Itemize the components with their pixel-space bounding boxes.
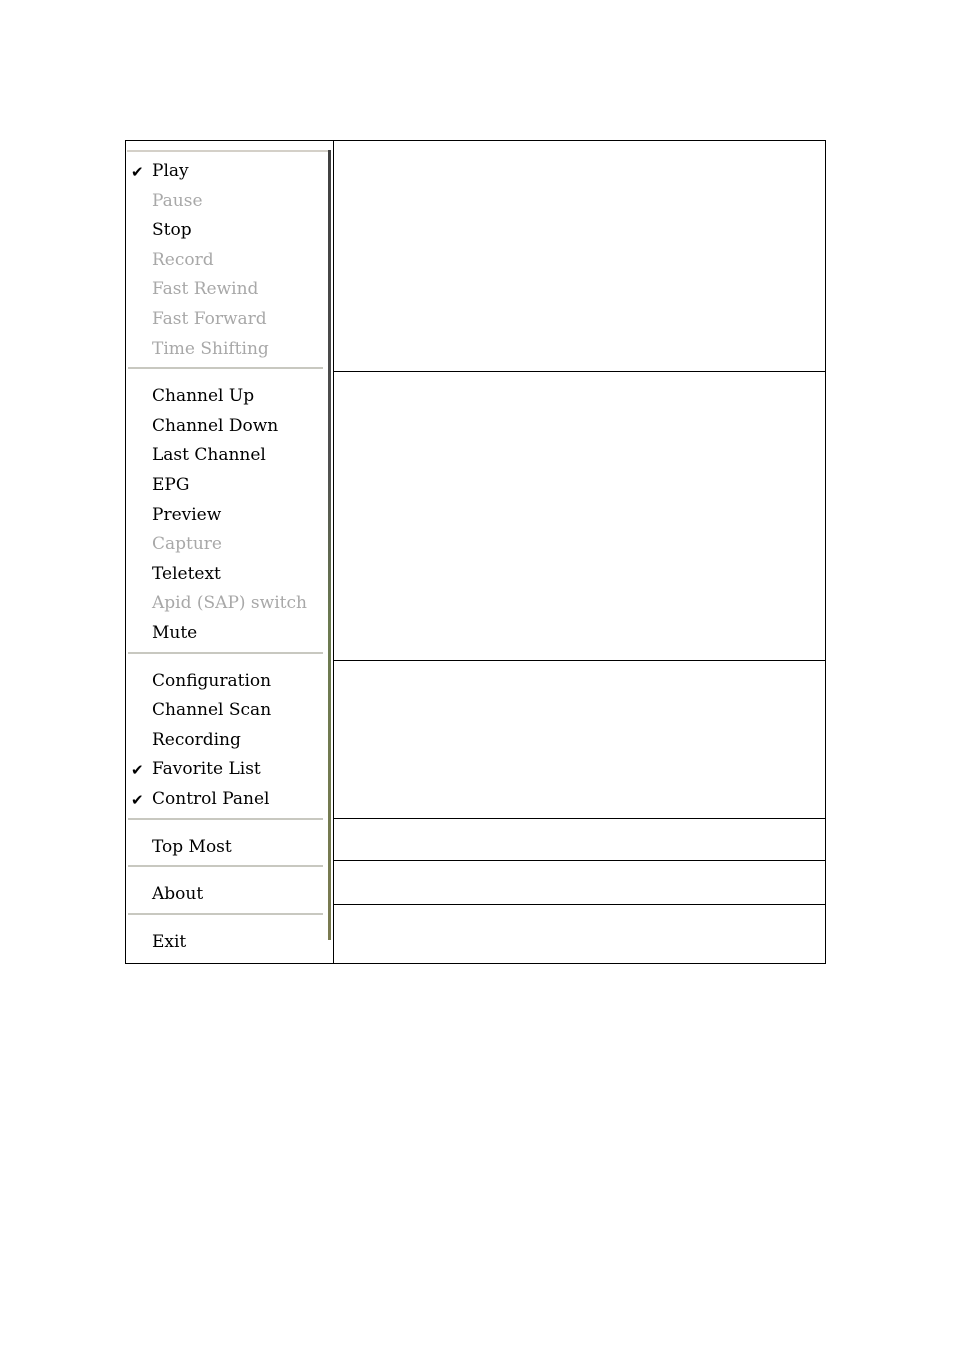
menu-item-label: Fast Rewind bbox=[152, 279, 259, 300]
menu-separator bbox=[128, 818, 323, 821]
context-menu bbox=[127, 150, 330, 952]
table-row-divider bbox=[333, 371, 825, 372]
context-menu-shadow bbox=[328, 150, 331, 940]
table-row-divider bbox=[333, 904, 825, 905]
menu-item-label: Preview bbox=[152, 504, 222, 525]
menu-item-play[interactable] bbox=[127, 157, 323, 185]
table-row-divider bbox=[333, 860, 825, 861]
checkmark-icon: ✔ bbox=[131, 791, 144, 809]
menu-item-label: Apid (SAP) switch bbox=[152, 593, 307, 614]
menu-item-capture[interactable] bbox=[127, 530, 323, 558]
menu-item-label: Favorite List bbox=[152, 759, 261, 780]
menu-item-epg[interactable] bbox=[127, 471, 323, 499]
menu-item-label: Pause bbox=[152, 190, 203, 211]
menu-item-label: Configuration bbox=[152, 670, 272, 691]
table-column-divider bbox=[333, 141, 334, 963]
menu-item-channel-down[interactable] bbox=[127, 412, 323, 440]
menu-item-teletext[interactable] bbox=[127, 560, 323, 588]
menu-item-apid-sap-switch[interactable] bbox=[127, 589, 323, 617]
menu-item-recording[interactable] bbox=[127, 726, 323, 754]
checkmark-icon: ✔ bbox=[131, 761, 144, 780]
menu-item-label: Stop bbox=[152, 220, 192, 241]
menu-item-label: Control Panel bbox=[152, 789, 270, 809]
menu-item-label: Mute bbox=[152, 623, 198, 643]
menu-item-label: Teletext bbox=[152, 563, 221, 584]
menu-item-exit[interactable] bbox=[127, 928, 323, 956]
menu-item-preview[interactable] bbox=[127, 501, 323, 529]
menu-item-control-panel[interactable] bbox=[127, 785, 323, 813]
menu-item-label: Channel Scan bbox=[152, 700, 272, 721]
menu-item-fast-rewind[interactable] bbox=[127, 275, 323, 303]
menu-item-label: Channel Down bbox=[152, 415, 279, 436]
menu-item-label: Time Shifting bbox=[152, 338, 269, 359]
menu-item-label: Last Channel bbox=[152, 445, 266, 466]
menu-item-label: Fast Forward bbox=[152, 309, 267, 329]
menu-item-time-shifting[interactable] bbox=[127, 335, 323, 363]
menu-separator bbox=[128, 367, 323, 370]
document-table bbox=[125, 140, 826, 964]
menu-item-label: Capture bbox=[152, 534, 222, 555]
menu-item-mute[interactable] bbox=[127, 619, 323, 647]
menu-separator bbox=[128, 652, 323, 655]
menu-item-last-channel[interactable] bbox=[127, 441, 323, 469]
menu-item-label: Recording bbox=[152, 729, 241, 750]
menu-item-record[interactable] bbox=[127, 246, 323, 274]
table-row-divider bbox=[333, 660, 825, 661]
menu-item-top-most[interactable] bbox=[127, 833, 323, 861]
menu-item-channel-scan[interactable] bbox=[127, 696, 323, 724]
menu-item-label: About bbox=[152, 884, 204, 905]
menu-item-label: Exit bbox=[152, 931, 187, 952]
menu-separator bbox=[128, 865, 323, 868]
menu-item-about[interactable] bbox=[127, 880, 323, 908]
menu-item-channel-up[interactable] bbox=[127, 382, 323, 410]
menu-item-label: Play bbox=[152, 161, 189, 181]
menu-item-label: Channel Up bbox=[152, 386, 255, 407]
menu-separator bbox=[128, 913, 323, 916]
menu-item-favorite-list[interactable] bbox=[127, 755, 323, 783]
table-row-divider bbox=[333, 818, 825, 819]
menu-item-fast-forward[interactable] bbox=[127, 305, 323, 333]
menu-item-label: Record bbox=[152, 249, 214, 270]
menu-item-label: EPG bbox=[152, 475, 190, 495]
menu-item-label: Top Most bbox=[152, 836, 232, 857]
checkmark-icon: ✔ bbox=[131, 163, 144, 181]
menu-item-pause[interactable] bbox=[127, 187, 323, 215]
menu-item-configuration[interactable] bbox=[127, 667, 323, 695]
menu-item-stop[interactable] bbox=[127, 216, 323, 244]
